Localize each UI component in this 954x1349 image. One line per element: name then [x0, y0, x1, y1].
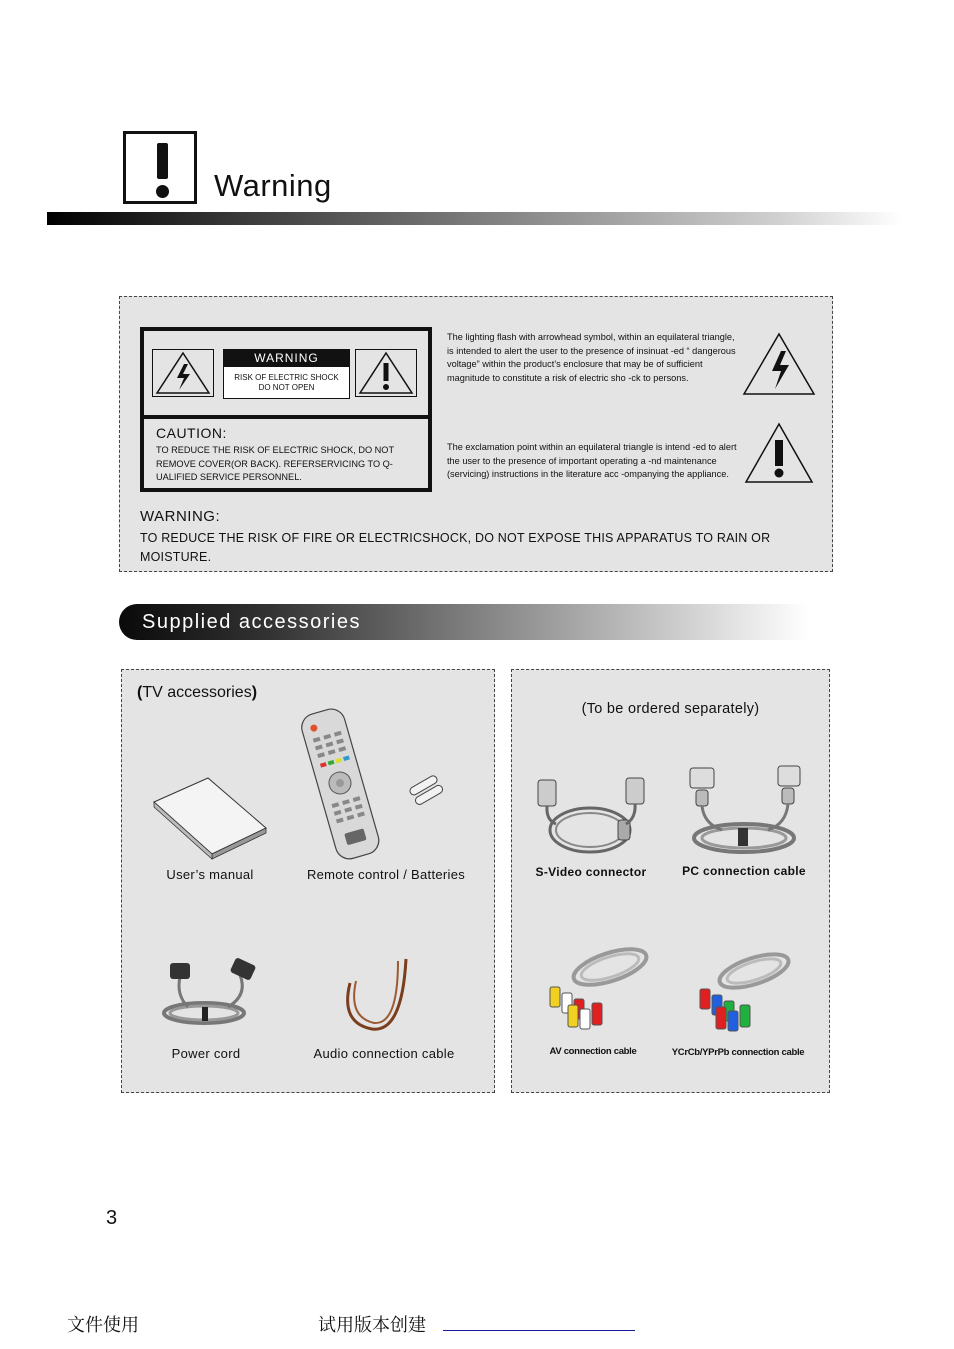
- exclamation-triangle-icon: [743, 421, 815, 490]
- pc-cable-label: PC connection cable: [682, 864, 806, 878]
- ycrcb-cable-image: [694, 945, 796, 1040]
- lightning-triangle-icon: [741, 331, 817, 402]
- footer-mid-text: 试用版本创建: [318, 1315, 426, 1336]
- title-rule: [47, 212, 902, 225]
- exclamation-description: The exclamation point within an equilateral triangle is intend -ed to alert the user to the presence of important operating a -nd maintenance (servicing) instructions in the literature acc -ompanying the appliance.: [447, 442, 737, 480]
- lightning-triangle-icon: [152, 349, 214, 397]
- footer-left-text: 文件使用: [67, 1315, 139, 1336]
- lightning-description: The lighting flash with arrowhead symbol, within an equilateral triangle, is intended to alert the user to the presence of insinuat -ed “ dangerous voltage” within the product’s enclosure that may be of sufficient magnitude to constitute a risk of electric sho -ck to persons.: [447, 332, 736, 383]
- exclamation-triangle-icon: [355, 349, 417, 397]
- page-title: Warning: [214, 168, 332, 203]
- warning-notice-text: TO REDUCE THE RISK OF FIRE OR ELECTRICSHOCK, DO NOT EXPOSE THIS APPARATUS TO RAIN OR MOISTURE.: [140, 531, 771, 564]
- s-video-connector-image: [530, 772, 652, 861]
- pc-cable-image: [682, 762, 804, 861]
- tv-accessories-heading: (TV accessories): [137, 684, 258, 701]
- power-cord-label: Power cord: [171, 1046, 241, 1061]
- av-cable-image: [544, 941, 654, 1038]
- manual-image: [150, 776, 270, 865]
- warning-notice-heading: WARNING:: [140, 508, 221, 525]
- warning-label-title: WARNING: [223, 349, 350, 367]
- exclamation-icon: [123, 131, 197, 204]
- label-divider: [140, 415, 432, 419]
- audio-cable-label: Audio connection cable: [313, 1046, 455, 1061]
- caution-heading: CAUTION:: [156, 425, 227, 441]
- remote-control-image: [300, 703, 450, 868]
- av-cable-label: AV connection cable: [549, 1046, 637, 1057]
- section-title: Supplied accessories: [142, 611, 361, 633]
- page-number: 3: [106, 1207, 118, 1229]
- remote-control-label: Remote control / Batteries: [306, 867, 466, 882]
- separate-accessories-heading: (To be ordered separately): [581, 701, 760, 717]
- warning-label-subtitle: RISK OF ELECTRIC SHOCK DO NOT OPEN: [234, 373, 339, 392]
- users-manual-label: User’s manual: [166, 867, 254, 882]
- s-video-connector-label: S-Video connector: [535, 865, 647, 879]
- caution-text: TO REDUCE THE RISK OF ELECTRIC SHOCK, DO NOT REMOVE COVER(OR BACK). REFERSERVICING TO Q-UALIFIED SERVICE PERSONNEL.: [156, 445, 394, 482]
- ycrcb-cable-label: YCrCb/YPrPb connection cable: [671, 1047, 805, 1058]
- footer-link-underline[interactable]: [443, 1330, 635, 1331]
- power-cord-image: [158, 955, 272, 1034]
- audio-cable-image: [336, 953, 422, 1040]
